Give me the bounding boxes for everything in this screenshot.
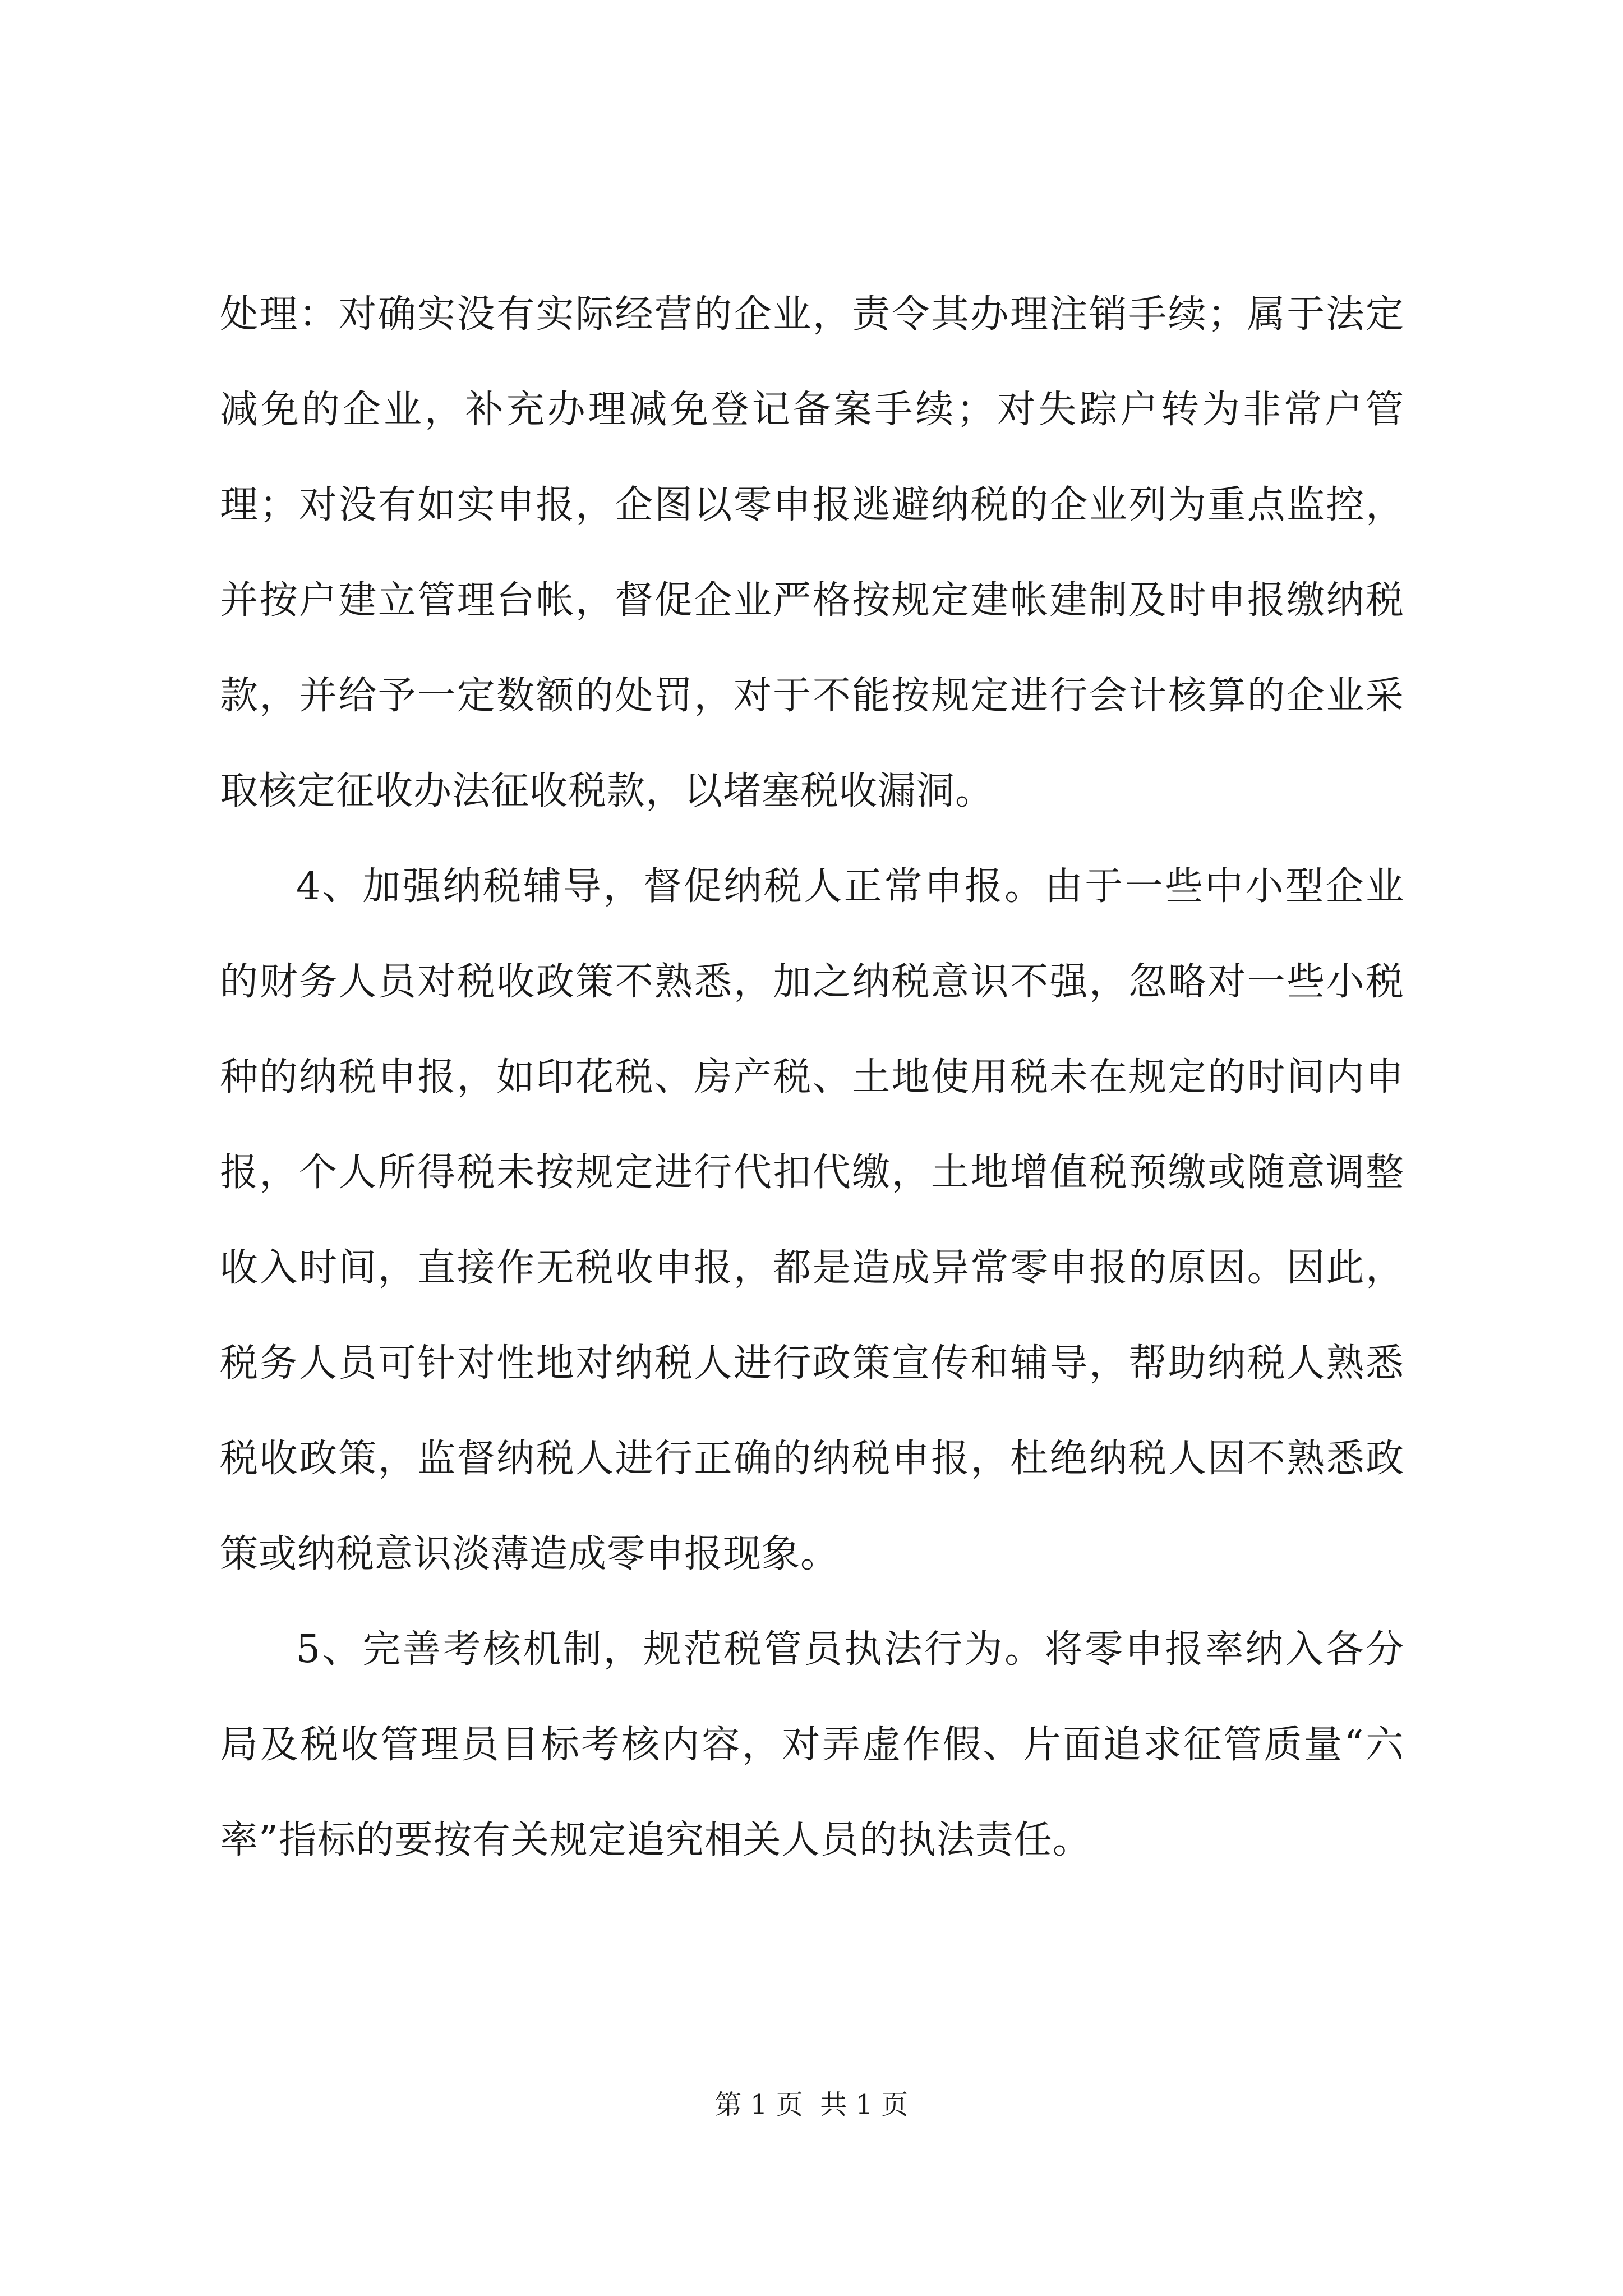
paragraph-continuation: 处理：对确实没有实际经营的企业，责令其办理注销手续；属于法定减免的企业，补充办理减免登记备案手续；对失踪户转为非常户管理；对没有如实申报，企图以零申报逃避纳税的企业列为重点监控，并按户建立管理台帐，督促企业严格按规定建帐建制及时申报缴纳税款，并给予一定数额的处罚，对于不能按规定进行会计核算的企业采取核定征收办法征收税款，以堵塞税收漏洞。 [220, 292, 1404, 813]
page-number-footer: 第 1 页 共 1 页 [714, 2089, 909, 2120]
paragraph-item-5: 5、完善考核机制，规范税管员执法行为。将零申报率纳入各分局及税收管理员目标考核内容，对弄虚作假、片面追求征管质量“六率”指标的要按有关规定追究相关人员的执法责任。 [220, 1627, 1404, 1862]
paragraph-item-4: 4、加强纳税辅导，督促纳税人正常申报。由于一些中小型企业的财务人员对税收政策不熟悉，加之纳税意识不强，忽略对一些小税种的纳税申报，如印花税、房产税、土地使用税未在规定的时间内申报，个人所得税未按规定进行代扣代缴，土地增值税预缴或随意调整收入时间，直接作无税收申报，都是造成异常零申报的原因。因此，税务人员可针对性地对纳税人进行政策宣传和辅导，帮助纳税人熟悉税收政策，监督纳税人进行正确的纳税申报，杜绝纳税人因不熟悉政策或纳税意识淡薄造成零申报现象。 [220, 864, 1404, 1576]
document-body [220, 267, 1404, 1888]
